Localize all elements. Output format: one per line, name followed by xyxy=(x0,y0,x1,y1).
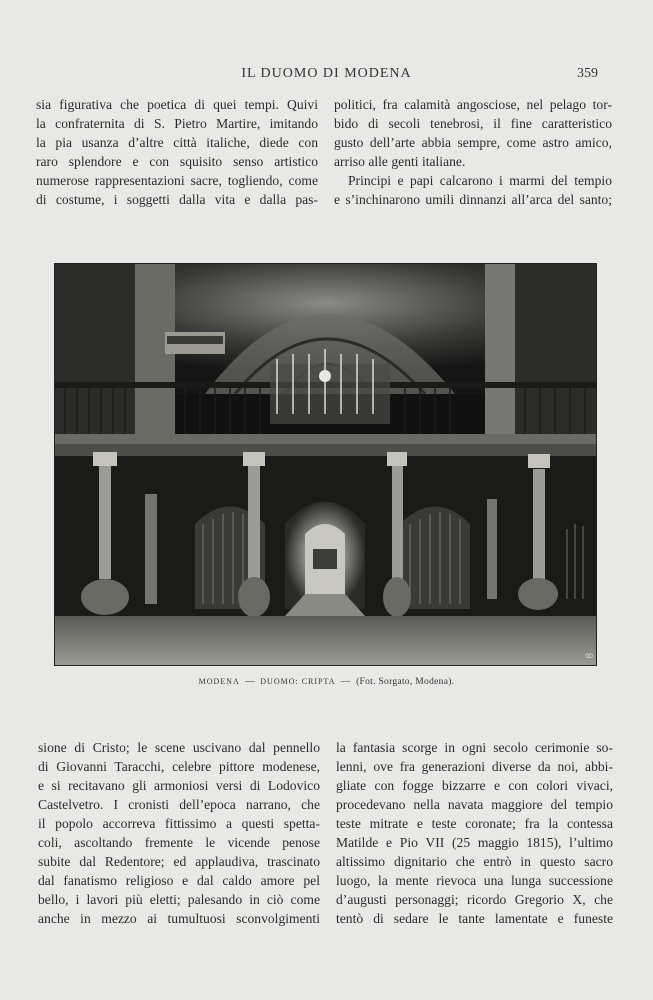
bottom-right-column xyxy=(336,738,613,928)
text-line: bello, i lavori più eletti; palesando in ciò come xyxy=(38,892,320,907)
text-line: di Giovanni Taracchi, celebre pittore modenese, xyxy=(38,759,320,774)
text-line: arriso alle genti italiane. xyxy=(334,154,466,169)
text-line: Castelvetro. I cronisti dell’epoca narrano, che xyxy=(38,797,320,812)
text-line: coli, ascoltando fremente le vicende penose xyxy=(38,835,320,850)
text-line: tentò di sedare le tante lamentate e funeste xyxy=(336,911,613,926)
bottom-left-column xyxy=(38,738,320,928)
running-title: IL DUOMO DI MODENA xyxy=(241,66,412,81)
text-line: anche in mezzo ai tumultuosi sconvolgimenti xyxy=(38,911,320,926)
caption-credit: (Fot. Sorgato, Modena). xyxy=(356,677,455,687)
text-line: gusto dell’arte abbia sempre, come astro amico, xyxy=(334,135,612,150)
text-line: Matilde e Pio VII (25 maggio 1815), l’ultimo xyxy=(336,835,613,850)
caption-separator: — xyxy=(245,677,255,687)
text-line: gliate con fogge bizzarre e con colori vivaci, xyxy=(336,778,613,793)
caption-separator: — xyxy=(340,677,351,687)
text-line: la fantasia scorge in ogni secolo cerimonie so- xyxy=(336,740,613,755)
text-line: raro splendore e con squisito senso artistico xyxy=(36,154,318,169)
text-line: dal fanatismo religioso e dal caldo amore pel xyxy=(38,873,320,888)
caption-subject: DUOMO: CRIPTA xyxy=(260,677,336,686)
text-line: luogo, la mente rievoca una lunga successione xyxy=(336,873,613,888)
text-line: d’augusti personaggi; ricordo Gregorio X, che xyxy=(336,892,613,907)
top-right-column xyxy=(334,95,612,209)
text-line: politici, fra calamità angosciose, nel pelago tor- xyxy=(334,97,612,112)
text-line: teste mitrate e teste coronate; fra la contessa xyxy=(336,816,613,831)
text-line: e si recitavano gli armoniosi versi di Lodovico xyxy=(38,778,320,793)
running-head xyxy=(0,66,653,86)
text-line: sia figurativa che poetica di quei tempi. Quivi xyxy=(36,97,318,112)
photo-caption xyxy=(0,677,653,687)
text-line: e s’inchinarono umili dinnanzi all’arca del santo; xyxy=(334,192,612,207)
crypt-photograph xyxy=(54,263,597,666)
text-line: la pia usanza d’altre città italiche, diede con xyxy=(36,135,318,150)
text-line: numerose rappresentazioni sacre, togliendo, come xyxy=(36,173,318,188)
text-line: altissimo dignitario che entrò in questo sacro xyxy=(336,854,613,869)
text-line: procedevano nella navata maggiore del tempio xyxy=(336,797,613,812)
text-line: la confraternita di S. Pietro Martire, imitando xyxy=(36,116,318,131)
text-line: il popolo accorreva fittissimo a questi spetta- xyxy=(38,816,320,831)
svg-text:ꝏ: ꝏ xyxy=(585,651,594,660)
text-line: di costume, i soggetti dalla vita e dalla pas- xyxy=(36,192,318,207)
text-line: subite dal Redentore; ed applaudiva, trascinato xyxy=(38,854,320,869)
text-line: sione di Cristo; le scene uscivano dal pennello xyxy=(38,740,320,755)
page-number: 359 xyxy=(577,66,598,81)
text-line: bido di secoli tenebrosi, il fine caratteristico xyxy=(334,116,612,131)
text-line: lenni, ove fra generazioni diverse da noi, abbi- xyxy=(336,759,613,774)
caption-place: MODENA xyxy=(198,677,240,686)
top-left-column xyxy=(36,95,318,209)
text-line: Principi e papi calcarono i marmi del tempio xyxy=(348,173,612,188)
